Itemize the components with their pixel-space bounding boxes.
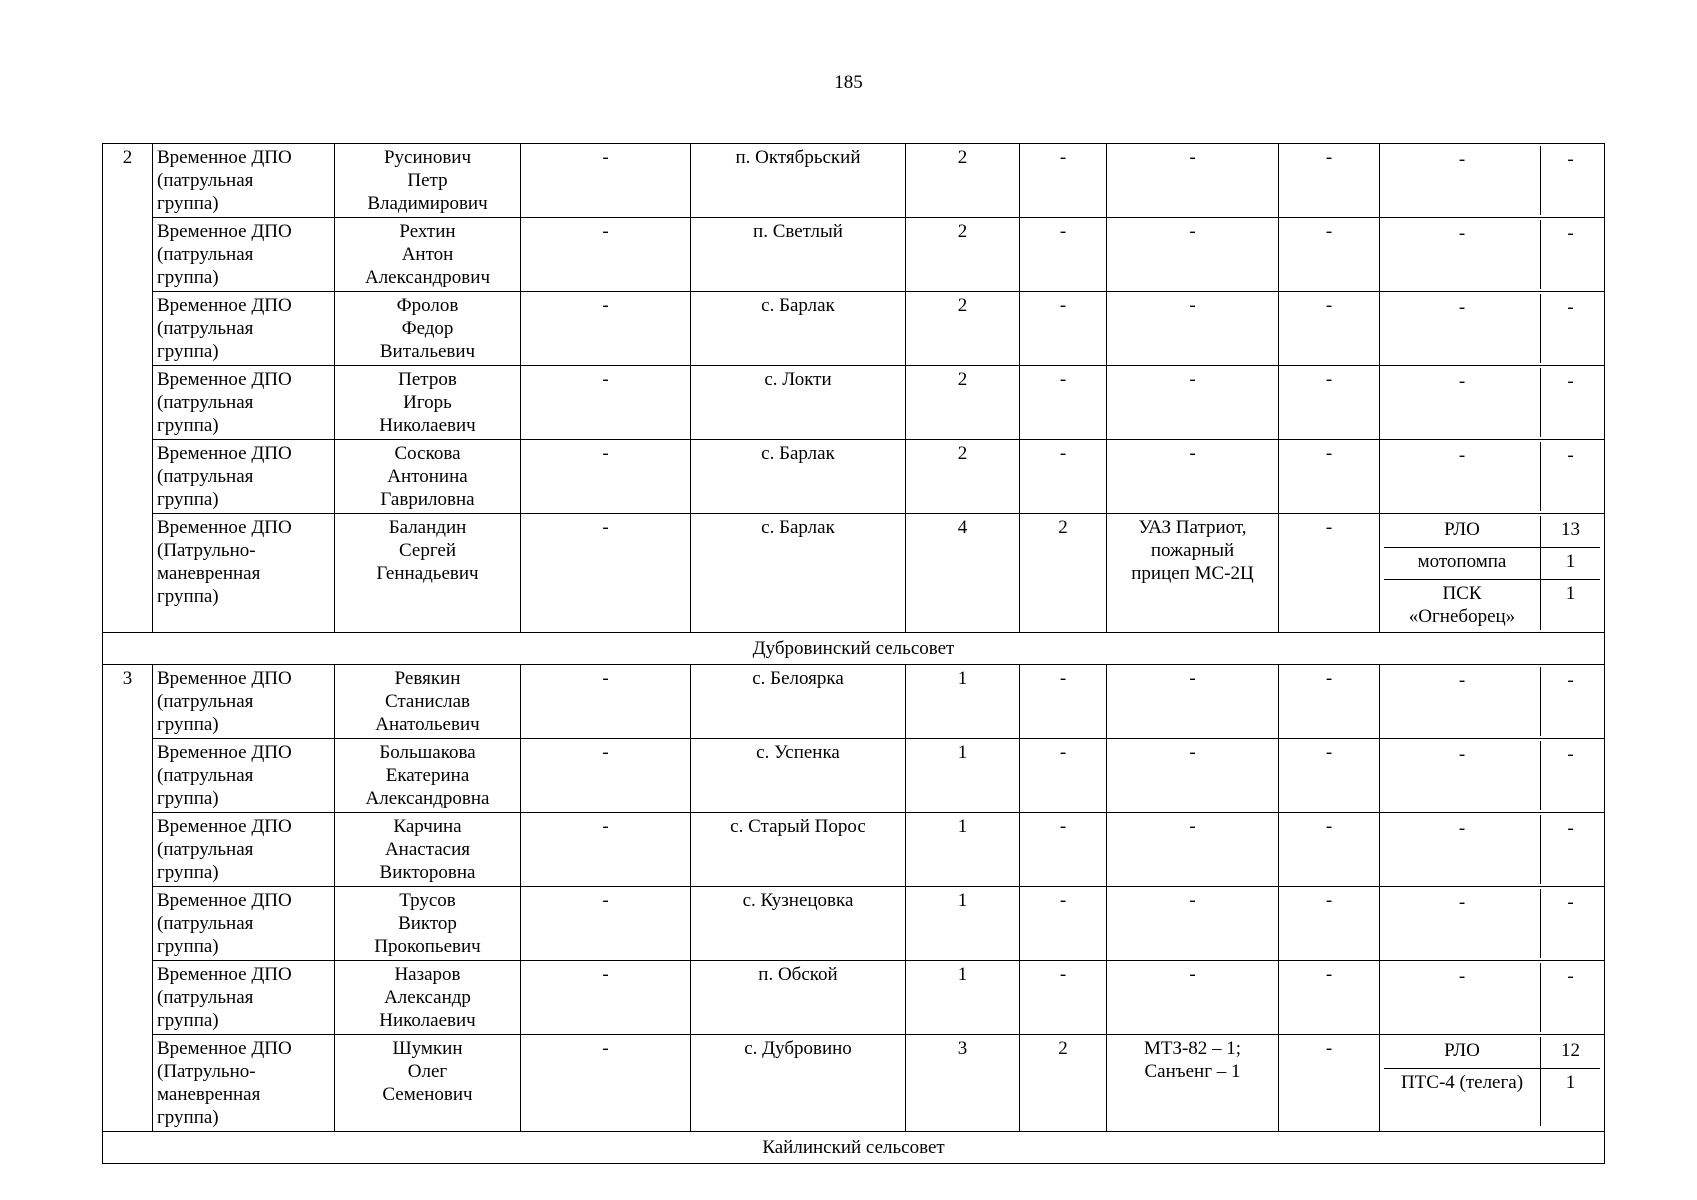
equipment-name: - bbox=[1458, 223, 1466, 244]
vehicles bbox=[1107, 813, 1279, 887]
col-7-value: - bbox=[1020, 739, 1107, 813]
equipment-grid bbox=[1384, 1037, 1600, 1126]
table-row bbox=[103, 144, 1605, 218]
cell-line: Ревякин bbox=[394, 668, 461, 689]
vehicles bbox=[1107, 961, 1279, 1035]
col-9-value: - bbox=[1279, 440, 1380, 514]
personnel-count: 1 bbox=[906, 887, 1020, 961]
cell-line: (патрульная bbox=[157, 913, 254, 934]
col-9-value: - bbox=[1279, 292, 1380, 366]
personnel-count: 2 bbox=[906, 440, 1020, 514]
cell-line: Баландин bbox=[388, 517, 467, 538]
equipment-name: - bbox=[1458, 445, 1466, 466]
cell-line: (патрульная bbox=[157, 318, 254, 339]
cell-line: группа) bbox=[157, 586, 219, 607]
equipment-qty: 13 bbox=[1540, 516, 1600, 548]
cell-line: Временное ДПО bbox=[157, 1038, 292, 1059]
leader-name bbox=[335, 514, 521, 633]
cell-line: группа) bbox=[157, 788, 219, 809]
cell-line: Владимирович bbox=[367, 193, 488, 214]
table-row bbox=[103, 218, 1605, 292]
unit-type bbox=[153, 665, 335, 739]
cell-line: Временное ДПО bbox=[157, 668, 292, 689]
equipment-name: РЛО bbox=[1384, 1037, 1540, 1069]
group-number: 3 bbox=[103, 665, 153, 1132]
cell-line: (патрульная bbox=[157, 987, 254, 1008]
cell-line: группа) bbox=[157, 936, 219, 957]
leader-name bbox=[335, 440, 521, 514]
col-7-value: - bbox=[1020, 665, 1107, 739]
cell-line: Анатольевич bbox=[375, 714, 480, 735]
settlement: с. Кузнецовка bbox=[691, 887, 906, 961]
fire-brigade-table bbox=[102, 143, 1605, 1164]
cell-line: Карчина bbox=[393, 816, 462, 837]
section-header: Дубровинский сельсовет bbox=[103, 633, 1605, 665]
table-row bbox=[103, 887, 1605, 961]
equipment-grid bbox=[1384, 146, 1600, 215]
cell-line: Временное ДПО bbox=[157, 443, 292, 464]
cell-line: Федор bbox=[401, 318, 454, 339]
cell-line: - bbox=[1189, 147, 1196, 168]
equipment-grid bbox=[1384, 889, 1600, 958]
cell-line: Фролов bbox=[396, 295, 459, 316]
cell-line: маневренная bbox=[157, 563, 261, 584]
cell-line: Игорь bbox=[403, 392, 452, 413]
section-header: Кайлинский сельсовет bbox=[103, 1132, 1605, 1164]
table-row bbox=[103, 514, 1605, 633]
settlement: с. Барлак bbox=[691, 440, 906, 514]
col-7-value: - bbox=[1020, 366, 1107, 440]
col-4-value: - bbox=[521, 366, 691, 440]
settlement: с. Белоярка bbox=[691, 665, 906, 739]
col-9-value: - bbox=[1279, 1035, 1380, 1132]
equipment-qty: - bbox=[1540, 741, 1600, 810]
cell-line: Семенович bbox=[382, 1084, 473, 1105]
table-row bbox=[103, 961, 1605, 1035]
unit-type bbox=[153, 292, 335, 366]
col-9-value: - bbox=[1279, 144, 1380, 218]
col-4-value: - bbox=[521, 665, 691, 739]
cell-line: пожарный bbox=[1150, 540, 1235, 561]
equipment-name: - bbox=[1458, 966, 1466, 987]
table-row bbox=[103, 292, 1605, 366]
vehicles bbox=[1107, 665, 1279, 739]
settlement: с. Локти bbox=[691, 366, 906, 440]
cell-line: МТЗ-82 – 1; bbox=[1143, 1038, 1242, 1059]
equipment-name: - bbox=[1458, 297, 1466, 318]
col-9-value: - bbox=[1279, 887, 1380, 961]
cell-line: Александрович bbox=[364, 267, 491, 288]
table-row bbox=[103, 813, 1605, 887]
personnel-count: 1 bbox=[906, 961, 1020, 1035]
col-9-value: - bbox=[1279, 366, 1380, 440]
cell-line: Временное ДПО bbox=[157, 742, 292, 763]
col-4-value: - bbox=[521, 514, 691, 633]
col-7-value: - bbox=[1020, 144, 1107, 218]
table-row bbox=[103, 1035, 1605, 1132]
col-9-value: - bbox=[1279, 514, 1380, 633]
col-4-value: - bbox=[521, 292, 691, 366]
col-7-value: - bbox=[1020, 813, 1107, 887]
cell-line: - bbox=[1189, 742, 1196, 763]
equipment-qty: - bbox=[1540, 889, 1600, 958]
equipment-qty: - bbox=[1540, 442, 1600, 511]
section-header-row bbox=[103, 633, 1605, 665]
cell-line: (патрульная bbox=[157, 170, 254, 191]
vehicles bbox=[1107, 218, 1279, 292]
cell-line: Анастасия bbox=[384, 839, 471, 860]
equipment-grid bbox=[1384, 294, 1600, 363]
cell-line: (патрульная bbox=[157, 765, 254, 786]
vehicles bbox=[1107, 292, 1279, 366]
cell-line: (Патрульно- bbox=[157, 1061, 256, 1082]
equipment-cell bbox=[1380, 144, 1605, 218]
cell-line: группа) bbox=[157, 267, 219, 288]
equipment-name: мотопомпа bbox=[1384, 548, 1540, 580]
equipment-grid bbox=[1384, 963, 1600, 1032]
leader-name bbox=[335, 1035, 521, 1132]
leader-name bbox=[335, 292, 521, 366]
equipment-grid bbox=[1384, 667, 1600, 736]
cell-line: Шумкин bbox=[392, 1038, 463, 1059]
cell-line: Викторовна bbox=[379, 862, 476, 883]
equipment-grid bbox=[1384, 220, 1600, 289]
leader-name bbox=[335, 218, 521, 292]
unit-type bbox=[153, 144, 335, 218]
cell-line: Трусов bbox=[399, 890, 456, 911]
equipment-name: - bbox=[1458, 744, 1466, 765]
equipment-cell bbox=[1380, 440, 1605, 514]
equipment-name: РЛО bbox=[1384, 516, 1540, 548]
cell-line: - bbox=[1189, 221, 1196, 242]
equipment-grid bbox=[1384, 516, 1600, 630]
equipment-cell bbox=[1380, 218, 1605, 292]
vehicles bbox=[1107, 366, 1279, 440]
cell-line: (патрульная bbox=[157, 244, 254, 265]
settlement: п. Светлый bbox=[691, 218, 906, 292]
cell-line: группа) bbox=[157, 489, 219, 510]
equipment-name: - bbox=[1458, 818, 1466, 839]
equipment-qty: - bbox=[1540, 294, 1600, 363]
cell-line: Временное ДПО bbox=[157, 517, 292, 538]
unit-type bbox=[153, 739, 335, 813]
equipment-grid bbox=[1384, 368, 1600, 437]
cell-line: Александровна bbox=[365, 788, 490, 809]
cell-line: Временное ДПО bbox=[157, 964, 292, 985]
cell-line: Витальевич bbox=[379, 341, 476, 362]
col-4-value: - bbox=[521, 961, 691, 1035]
equipment-qty: - bbox=[1540, 667, 1600, 736]
equipment-name: ПСК «Огнеборец» bbox=[1408, 583, 1516, 627]
cell-line: группа) bbox=[157, 193, 219, 214]
cell-line: Олег bbox=[407, 1061, 448, 1082]
equipment-qty: 1 bbox=[1540, 1069, 1600, 1126]
equipment-qty: 1 bbox=[1540, 580, 1600, 630]
settlement: п. Обской bbox=[691, 961, 906, 1035]
equipment-qty: - bbox=[1540, 963, 1600, 1032]
cell-line: УАЗ Патриот, bbox=[1138, 517, 1247, 538]
equipment-grid bbox=[1384, 442, 1600, 511]
col-4-value: - bbox=[521, 1035, 691, 1132]
cell-line: Александр bbox=[384, 987, 471, 1008]
cell-line: прицеп МС-2Ц bbox=[1131, 563, 1254, 584]
cell-line: Антон bbox=[401, 244, 454, 265]
cell-line: группа) bbox=[157, 415, 219, 436]
personnel-count: 2 bbox=[906, 218, 1020, 292]
equipment-qty: - bbox=[1540, 146, 1600, 215]
section-header-row bbox=[103, 1132, 1605, 1164]
cell-line: группа) bbox=[157, 862, 219, 883]
personnel-count: 2 bbox=[906, 144, 1020, 218]
equipment-qty: - bbox=[1540, 368, 1600, 437]
cell-line: группа) bbox=[157, 1107, 219, 1128]
unit-type bbox=[153, 961, 335, 1035]
table-row bbox=[103, 665, 1605, 739]
settlement: с. Успенка bbox=[691, 739, 906, 813]
col-9-value: - bbox=[1279, 813, 1380, 887]
equipment-name: - bbox=[1458, 892, 1466, 913]
col-4-value: - bbox=[521, 813, 691, 887]
cell-line: Антонина bbox=[387, 466, 468, 487]
leader-name bbox=[335, 366, 521, 440]
equipment-cell bbox=[1380, 1035, 1605, 1132]
cell-line: Петр bbox=[407, 170, 448, 191]
cell-line: группа) bbox=[157, 341, 219, 362]
table-row bbox=[103, 366, 1605, 440]
leader-name bbox=[335, 887, 521, 961]
col-7-value: - bbox=[1020, 292, 1107, 366]
leader-name bbox=[335, 144, 521, 218]
cell-line: Николаевич bbox=[379, 1010, 476, 1031]
equipment-grid bbox=[1384, 741, 1600, 810]
leader-name bbox=[335, 739, 521, 813]
cell-line: группа) bbox=[157, 714, 219, 735]
unit-type bbox=[153, 218, 335, 292]
cell-line: - bbox=[1189, 443, 1196, 464]
leader-name bbox=[335, 665, 521, 739]
vehicles bbox=[1107, 514, 1279, 633]
equipment-name: - bbox=[1458, 670, 1466, 691]
cell-line: (патрульная bbox=[157, 691, 254, 712]
unit-type bbox=[153, 366, 335, 440]
cell-line: Временное ДПО bbox=[157, 369, 292, 390]
col-4-value: - bbox=[521, 440, 691, 514]
personnel-count: 3 bbox=[906, 1035, 1020, 1132]
personnel-count: 1 bbox=[906, 813, 1020, 887]
col-7-value: 2 bbox=[1020, 1035, 1107, 1132]
equipment-cell bbox=[1380, 887, 1605, 961]
personnel-count: 1 bbox=[906, 665, 1020, 739]
unit-type bbox=[153, 813, 335, 887]
col-7-value: - bbox=[1020, 218, 1107, 292]
cell-line: Назаров bbox=[394, 964, 461, 985]
equipment-cell bbox=[1380, 961, 1605, 1035]
cell-line: Станислав bbox=[384, 691, 471, 712]
equipment-name: ПТС-4 (телега) bbox=[1400, 1072, 1524, 1093]
settlement: с. Барлак bbox=[691, 514, 906, 633]
col-9-value: - bbox=[1279, 739, 1380, 813]
table-row bbox=[103, 440, 1605, 514]
cell-line: Николаевич bbox=[379, 415, 476, 436]
cell-line: Временное ДПО bbox=[157, 816, 292, 837]
cell-line: Русинович bbox=[383, 147, 472, 168]
cell-line: - bbox=[1189, 816, 1196, 837]
col-9-value: - bbox=[1279, 961, 1380, 1035]
vehicles bbox=[1107, 739, 1279, 813]
cell-line: - bbox=[1189, 890, 1196, 911]
table-row bbox=[103, 739, 1605, 813]
equipment-cell bbox=[1380, 366, 1605, 440]
col-7-value: 2 bbox=[1020, 514, 1107, 633]
cell-line: Санъенг – 1 bbox=[1144, 1061, 1241, 1082]
equipment-qty: 12 bbox=[1540, 1037, 1600, 1069]
equipment-qty: - bbox=[1540, 815, 1600, 884]
equipment-cell bbox=[1380, 813, 1605, 887]
vehicles bbox=[1107, 144, 1279, 218]
equipment-cell bbox=[1380, 514, 1605, 633]
cell-line: Временное ДПО bbox=[157, 147, 292, 168]
settlement: с. Старый Порос bbox=[691, 813, 906, 887]
cell-line: Временное ДПО bbox=[157, 890, 292, 911]
col-7-value: - bbox=[1020, 440, 1107, 514]
col-7-value: - bbox=[1020, 887, 1107, 961]
cell-line: Гавриловна bbox=[380, 489, 475, 510]
equipment-grid bbox=[1384, 815, 1600, 884]
settlement: п. Октябрьский bbox=[691, 144, 906, 218]
cell-line: (патрульная bbox=[157, 466, 254, 487]
leader-name bbox=[335, 813, 521, 887]
cell-line: (патрульная bbox=[157, 392, 254, 413]
equipment-qty: 1 bbox=[1540, 548, 1600, 580]
unit-type bbox=[153, 887, 335, 961]
settlement: с. Барлак bbox=[691, 292, 906, 366]
cell-line: - bbox=[1189, 369, 1196, 390]
vehicles bbox=[1107, 887, 1279, 961]
equipment-cell bbox=[1380, 292, 1605, 366]
equipment-name: - bbox=[1458, 371, 1466, 392]
unit-type bbox=[153, 514, 335, 633]
vehicles bbox=[1107, 440, 1279, 514]
equipment-qty: - bbox=[1540, 220, 1600, 289]
cell-line: - bbox=[1189, 964, 1196, 985]
personnel-count: 2 bbox=[906, 292, 1020, 366]
equipment-cell bbox=[1380, 665, 1605, 739]
cell-line: - bbox=[1189, 668, 1196, 689]
cell-line: Временное ДПО bbox=[157, 221, 292, 242]
cell-line: Рехтин bbox=[399, 221, 456, 242]
col-4-value: - bbox=[521, 739, 691, 813]
cell-line: Геннадьевич bbox=[376, 563, 479, 584]
cell-line: Сергей bbox=[399, 540, 456, 561]
unit-type bbox=[153, 1035, 335, 1132]
cell-line: Большакова bbox=[379, 742, 476, 763]
unit-type bbox=[153, 440, 335, 514]
settlement: с. Дубровино bbox=[691, 1035, 906, 1132]
cell-line: Временное ДПО bbox=[157, 295, 292, 316]
cell-line: группа) bbox=[157, 1010, 219, 1031]
leader-name bbox=[335, 961, 521, 1035]
col-9-value: - bbox=[1279, 665, 1380, 739]
personnel-count: 4 bbox=[906, 514, 1020, 633]
cell-line: Прокопьевич bbox=[374, 936, 481, 957]
personnel-count: 1 bbox=[906, 739, 1020, 813]
cell-line: Соскова bbox=[394, 443, 461, 464]
col-4-value: - bbox=[521, 887, 691, 961]
cell-line: - bbox=[1189, 295, 1196, 316]
cell-line: Екатерина bbox=[385, 765, 470, 786]
cell-line: (Патрульно- bbox=[157, 540, 256, 561]
cell-line: (патрульная bbox=[157, 839, 254, 860]
cell-line: Виктор bbox=[398, 913, 457, 934]
vehicles bbox=[1107, 1035, 1279, 1132]
page-number: 185 bbox=[834, 72, 863, 93]
equipment-cell bbox=[1380, 739, 1605, 813]
equipment-name: - bbox=[1458, 149, 1466, 170]
col-9-value: - bbox=[1279, 218, 1380, 292]
cell-line: маневренная bbox=[157, 1084, 261, 1105]
cell-line: Петров bbox=[398, 369, 457, 390]
personnel-count: 2 bbox=[906, 366, 1020, 440]
col-4-value: - bbox=[521, 218, 691, 292]
group-number: 2 bbox=[103, 144, 153, 633]
col-7-value: - bbox=[1020, 961, 1107, 1035]
col-4-value: - bbox=[521, 144, 691, 218]
